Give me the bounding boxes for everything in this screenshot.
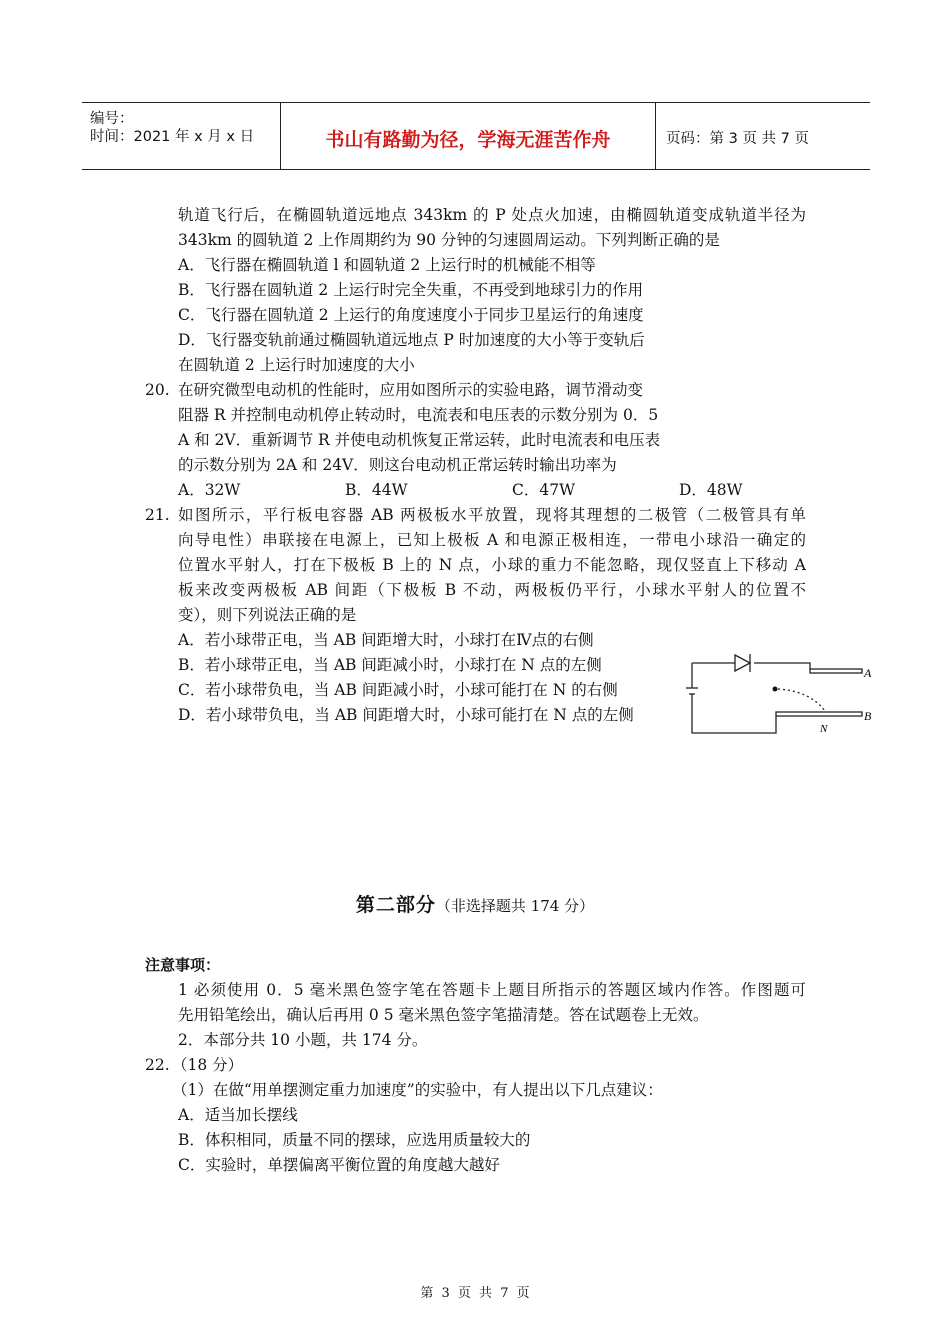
q20-line-1: 在研究微型电动机的性能时，应用如图所示的实验电路，调节滑动变: [178, 381, 644, 399]
q20-line-4: 的示数分别为 2A 和 24V．则这台电动机正常运转时输出功率为: [178, 456, 617, 474]
part-two-heading: 第二部分: [355, 894, 436, 916]
header-motto-cell: [281, 103, 656, 169]
q20-option-c: C．47W: [512, 481, 576, 499]
q19-option-a: A．飞行器在椭圆轨道 l 和圆轨道 2 上运行时的机械能不相等: [178, 256, 596, 274]
q21-line-1: 如图所示，平行板电容器 AB 两极板水平放置，现将其理想的二极管（二极管具有单: [178, 506, 806, 524]
q22-option-c: C．实验时，单摆偏离平衡位置的角度越大越好: [178, 1156, 500, 1174]
capacitor-circuit-figure: [680, 645, 880, 745]
header-page-cell: [656, 103, 870, 169]
notes-line-2: 先用铅笔绘出，确认后再用 0 5 毫米黑色签字笔描清楚。答在试题卷上无效。: [178, 1006, 709, 1024]
q21-option-a: A．若小球带正电，当 AB 间距增大时，小球打在Ⅳ点的右侧: [178, 631, 594, 649]
q20-option-b: B．44W: [345, 481, 408, 499]
part-two-subtitle: （非选择题共 174 分）: [435, 897, 595, 915]
q21-number: 21.: [145, 506, 170, 524]
page-header: [82, 102, 870, 170]
q22-score: （18 分）: [172, 1056, 244, 1074]
notes-line-3: 2．本部分共 10 小题，共 174 分。: [178, 1031, 428, 1049]
figure-label-b: B: [864, 709, 872, 723]
notes-heading: 注意事项：: [145, 956, 221, 974]
time-label: 时间：2021 年 x 月 x 日: [90, 129, 255, 145]
q20-line-2: 阻器 R 并控制电动机停止转动时，电流表和电压表的示数分别为 0．5: [178, 406, 659, 424]
q19-option-d-line-1: D．飞行器变轨前通过椭圆轨道远地点 P 时加速度的大小等于变轨后: [178, 331, 645, 349]
q21-option-c: C．若小球带负电，当 AB 间距减小时，小球可能打在 N 的右侧: [178, 681, 618, 699]
q21-line-2: 向导电性）串联接在电源上，已知上极板 A 和电源正极相连，一带电小球沿一确定的: [178, 531, 806, 549]
header-page-label: 页码：第 3 页 共 7 页: [666, 131, 809, 147]
q22-line-1: （1）在做“用单摆测定重力加速度”的实验中，有人提出以下几点建议：: [172, 1081, 663, 1099]
q19-option-b: B．飞行器在圆轨道 2 上运行时完全失重，不再受到地球引力的作用: [178, 281, 644, 299]
q21-line-5: 变），则下列说法正确的是: [178, 606, 357, 624]
q20-line-3: A 和 2V．重新调节 R 并使电动机恢复正常运转，此时电流表和电压表: [178, 431, 661, 449]
number-label: 编号：: [90, 111, 134, 127]
q22-option-b: B．体积相同，质量不同的摆球，应选用质量较大的: [178, 1131, 531, 1149]
q20-number: 20.: [145, 381, 170, 399]
part-two-title: [0, 890, 950, 917]
q20-option-a: A．32W: [178, 481, 241, 499]
q21-option-b: B．若小球带正电，当 AB 间距减小时，小球打在 N 点的左侧: [178, 656, 602, 674]
q22-option-a: A．适当加长摆线: [178, 1106, 298, 1124]
q19-line-2: 343km 的圆轨道 2 上作周期约为 90 分钟的匀速圆周运动。下列判断正确的是: [178, 231, 720, 249]
figure-label-n: N: [820, 723, 828, 735]
q21-line-4: 板来改变两极板 AB 间距（下极板 B 不动，两极板仍平行，小球水平射人的位置不: [178, 581, 806, 599]
q21-line-3: 位置水平射人，打在下极板 B 上的 N 点，小球的重力不能忽略，现仅竖直上下移动 A: [178, 556, 806, 574]
figure-label-a: A: [864, 666, 872, 680]
q20-option-d: D．48W: [679, 481, 743, 499]
header-meta-cell: [82, 103, 281, 169]
q19-line-1: 轨道飞行后，在椭圆轨道远地点 343km 的 P 处点火加速，由椭圆轨道变成轨道半径为: [178, 206, 806, 224]
page-footer: 第 3 页 共 7 页: [420, 1286, 530, 1301]
motto: 书山有路勤为径，学海无涯苦作舟: [325, 129, 611, 151]
q19-option-c: C．飞行器在圆轨道 2 上运行的角度速度小于同步卫星运行的角速度: [178, 306, 644, 324]
q19-option-d-line-2: 在圆轨道 2 上运行时加速度的大小: [178, 356, 415, 374]
notes-line-1: 1 必须使用 0．5 毫米黑色签字笔在答题卡上题目所指示的答题区域内作答。作图题可: [178, 981, 806, 999]
q21-option-d: D．若小球带负电，当 AB 间距增大时，小球可能打在 N 点的左侧: [178, 706, 634, 724]
q22-number: 22.: [145, 1056, 170, 1074]
